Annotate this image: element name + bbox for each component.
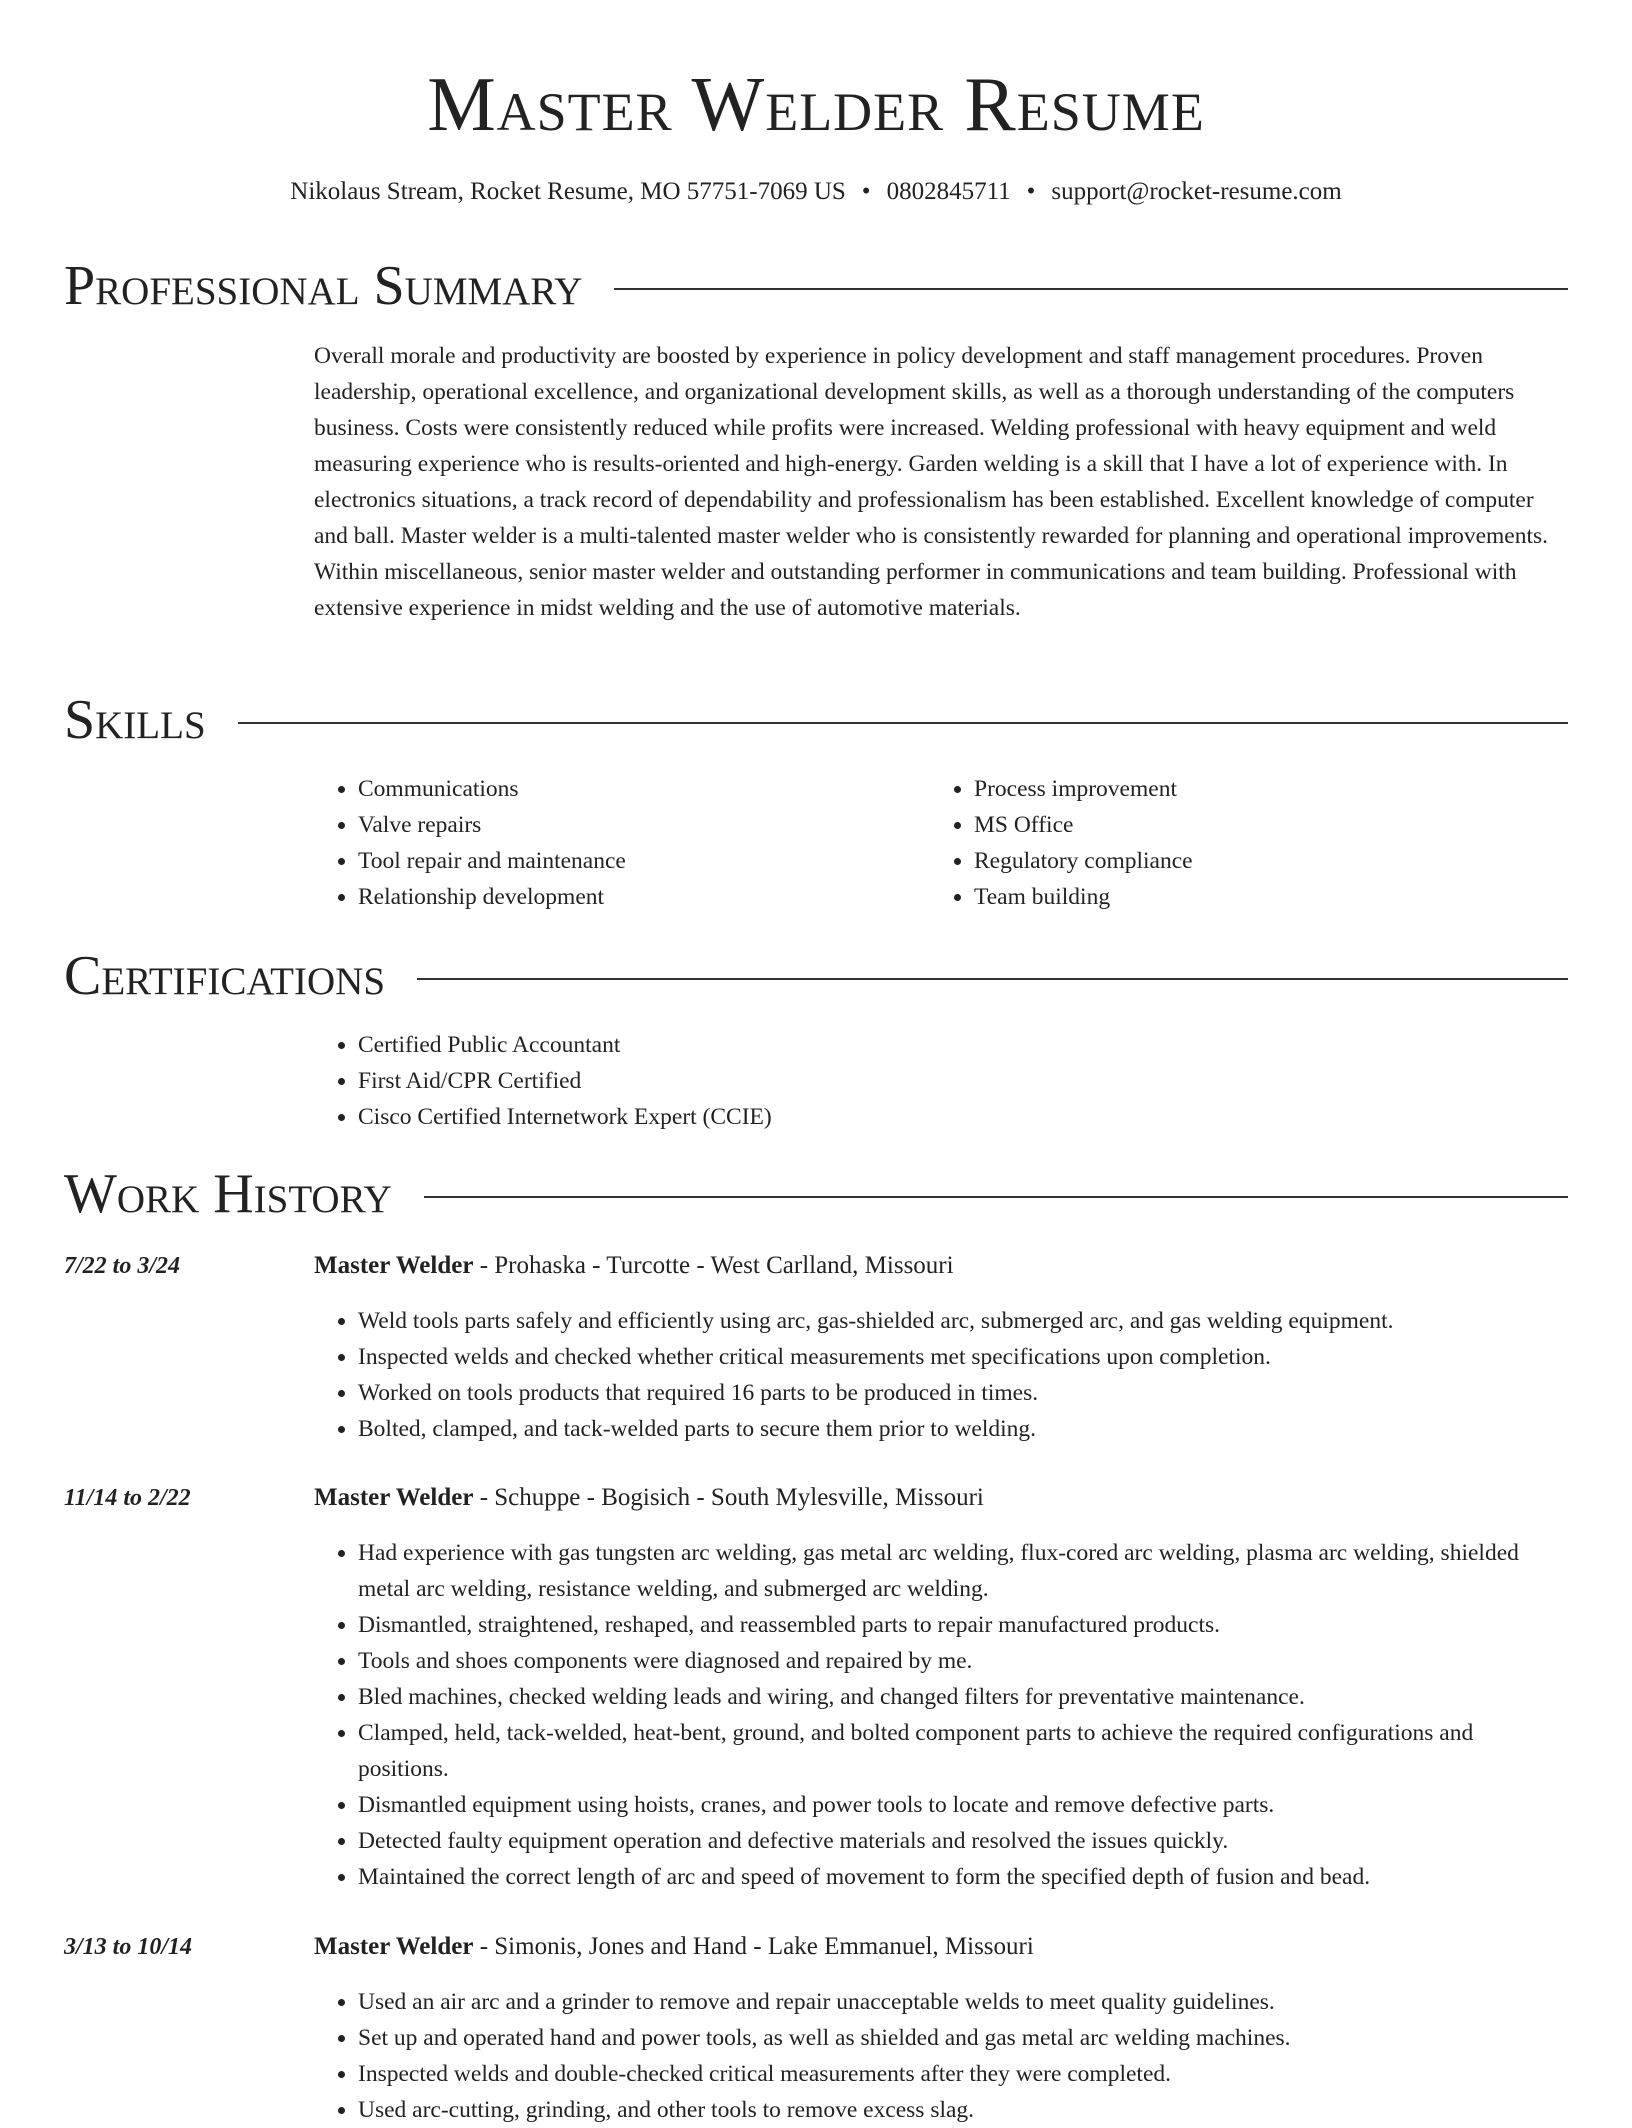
contact-separator: • [1026,178,1036,205]
skill-item: • Relationship development [358,879,930,915]
section-divider [238,722,1568,724]
job-duty-item: • Detected faulty equipment operation and defective materials and resolved the issues quickly. [358,1823,1568,1859]
job-header [314,1248,954,1284]
job-duties [314,1303,1568,1447]
resume-title: Master Welder Resume [427,61,1205,147]
skills-list-left [314,771,930,915]
skills-block [314,771,1568,915]
contact-email: support@rocket-resume.com [1051,178,1342,205]
job-dates: 11/14 to 2/22 [64,1485,191,1511]
job-duty-item: • Used arc-cutting, grinding, and other tools to remove excess slag. [358,2092,1568,2128]
summary-heading: Professional Summary [64,255,583,317]
job-duty-item: • Bolted, clamped, and tack-welded parts to secure them prior to welding. [358,1411,1568,1447]
work-history-section-header [64,1162,1568,1226]
summary-section-header [64,254,1568,318]
certifications-heading: Certifications [64,945,386,1007]
summary-text: Overall morale and productivity are boosted by experience in policy development and staff management procedures. Proven leadership, operational excellence, and organizational development skills, as well as a thorough understanding of the computers business. Costs were consistently reduced while profits were increased. Welding professional with heavy equipment and weld measuring experience who is results-oriented and high-energy. Garden welding is a skill that I have a lot of experience with. In electronics situations, a track record of dependability and professionalism has been established. Excellent knowledge of computer and ball. Master welder is a multi-talented master welder who is consistently rewarded for planning and operational improvements. Within miscellaneous, senior master welder and outstanding performer in communications and team building. Professional with extensive experience in midst welding and the use of automotive materials. [314,343,1549,621]
contact-separator: • [861,178,871,205]
job-duties [314,1984,1568,2128]
job-duty-item: • Tools and shoes components were diagnosed and repaired by me. [358,1643,1568,1679]
skills-section-header [64,688,1568,752]
summary-block [314,338,1568,626]
job-duty-item: • Dismantled equipment using hoists, cranes, and power tools to locate and remove defective parts. [358,1787,1568,1823]
job-duty-item: • Had experience with gas tungsten arc welding, gas metal arc welding, flux-cored arc welding, plasma arc welding, shielded metal arc welding, resistance welding, and submerged arc welding. [358,1535,1568,1607]
job-duty-item: • Inspected welds and checked whether critical measurements met specifications upon completion. [358,1339,1568,1375]
job-employer: - Prohaska - Turcotte - West Carlland, Missouri [473,1252,954,1279]
section-divider [424,1196,1568,1198]
contact-address: Nikolaus Stream, Rocket Resume, MO 57751-7069 US [290,178,846,205]
skills-list-right [930,771,1546,915]
section-divider [417,978,1568,980]
skill-item: • Team building [974,879,1546,915]
job-role: Master Welder [314,1252,474,1279]
job-duty-item: • Weld tools parts safely and efficiently using arc, gas-shielded arc, submerged arc, and gas welding equipment. [358,1303,1568,1339]
job-duty-item: • Set up and operated hand and power tools, as well as shielded and gas metal arc welding machines. [358,2020,1568,2056]
job-employer: - Schuppe - Bogisich - South Mylesville, Missouri [473,1484,984,1511]
skill-item: • Tool repair and maintenance [358,843,930,879]
job-duty-item: • Used an air arc and a grinder to remove and repair unacceptable welds to meet quality guidelines. [358,1984,1568,2020]
skills-heading: Skills [64,689,206,751]
job-header [314,1480,984,1516]
job-role: Master Welder [314,1484,474,1511]
certification-item: • First Aid/CPR Certified [358,1063,1568,1099]
contact-phone: 0802845711 [886,178,1011,205]
section-divider [614,288,1568,290]
certifications-block [314,1027,1568,1135]
skill-item: • MS Office [974,807,1546,843]
skill-item: • Valve repairs [358,807,930,843]
certifications-list [314,1027,1568,1135]
skill-item: • Communications [358,771,930,807]
job-dates: 3/13 to 10/14 [64,1934,193,1960]
contact-line [0,175,1632,209]
skill-item: • Regulatory compliance [974,843,1546,879]
job-role: Master Welder [314,1933,474,1960]
job-duty-item: • Clamped, held, tack-welded, heat-bent, ground, and bolted component parts to achieve the required configurations and positions. [358,1715,1568,1787]
work-history-heading: Work History [64,1163,392,1225]
job-duty-item: • Bled machines, checked welding leads and wiring, and changed filters for preventative maintenance. [358,1679,1568,1715]
job-header [314,1929,1034,1965]
job-dates: 7/22 to 3/24 [64,1253,181,1279]
certification-item: • Cisco Certified Internetwork Expert (CCIE) [358,1099,1568,1135]
certifications-section-header [64,944,1568,1008]
job-duty-item: • Dismantled, straightened, reshaped, and reassembled parts to repair manufactured products. [358,1607,1568,1643]
job-duty-item: • Worked on tools products that required 16 parts to be produced in times. [358,1375,1568,1411]
certification-item: • Certified Public Accountant [358,1027,1568,1063]
skill-item: • Process improvement [974,771,1546,807]
job-duties [314,1535,1568,1895]
job-duty-item: • Inspected welds and double-checked critical measurements after they were completed. [358,2056,1568,2092]
job-duty-item: • Maintained the correct length of arc and speed of movement to form the specified depth of fusion and bead. [358,1859,1568,1895]
job-employer: - Simonis, Jones and Hand - Lake Emmanuel, Missouri [473,1933,1034,1960]
